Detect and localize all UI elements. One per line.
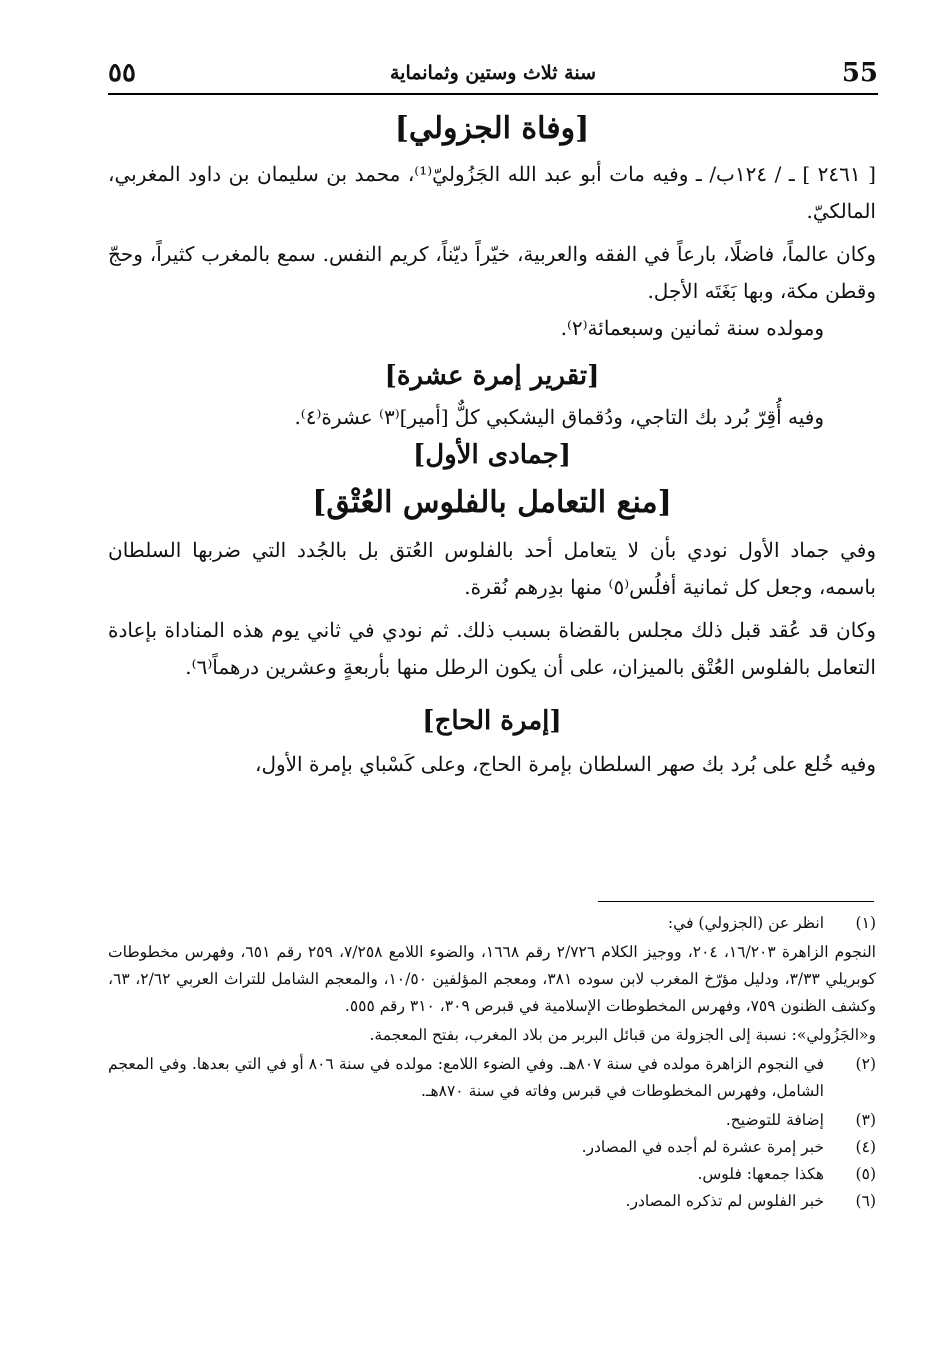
footnote-6	[108, 1188, 876, 1215]
footnote-2	[108, 1051, 876, 1105]
footnote-rule	[598, 901, 874, 902]
footnote-4	[108, 1134, 876, 1161]
paragraph: وفي جماد الأول نودي بأن لا يتعامل أحد بالفلوس العُتق بل بالجُدد التي ضربها السلطان باسمه، وجعل كل ثمانية أفلُس⁽٥⁾ منها بدِرهم نُقرة.	[108, 538, 877, 599]
footnote-number: (١)	[855, 914, 876, 932]
page-header	[108, 58, 878, 90]
main-text	[108, 112, 876, 783]
section-heading: [وفاة الجزولي]	[394, 111, 590, 146]
footnote-line: في النجوم الزاهرة مولده في سنة ٨٠٧هـ. وفي الضوء اللامع: مولده في سنة ٨٠٦ أو في التي بعدها. وفي المعجم الشامل، وفهرس المخطوطات في قبرس وفاته في سنة ٨٧٠هـ.	[108, 1055, 824, 1100]
paragraph	[108, 399, 876, 436]
section-heading: [منع التعامل بالفلوس العُتْق]	[312, 485, 672, 520]
page-number-latin: 55	[841, 58, 878, 88]
footnotes	[108, 910, 876, 1215]
footnote-line: خبر الفلوس لم تذكره المصادر.	[625, 1192, 824, 1210]
paragraph: وفيه خُلع على بُرد بك صهر السلطان بإمرة الحاج، وعلى كَسْباي بإمرة الأول،	[254, 752, 876, 776]
footnote-number: (٥)	[855, 1165, 876, 1183]
footnote-line: إضافة للتوضيح.	[725, 1111, 824, 1129]
footnote-number: (٤)	[855, 1138, 876, 1156]
paragraph-text: وفيه أُقِرّ بُرد بك التاجي، ودُقماق اليشكبي كلٌّ [أمير]⁽٣⁾ عشرة⁽٤⁾.	[294, 405, 824, 429]
running-title: سنة ثلاث وستين وثمانماية	[390, 62, 596, 84]
footnote-line: خبر إمرة عشرة لم أجده في المصادر.	[581, 1138, 824, 1156]
paragraph-text: ومولده سنة ثمانين وسبعمائة⁽٢⁾.	[560, 316, 824, 340]
footnote-1-sources: النجوم الزاهرة ١٦/٢٠٣، ٢٠٤، ووجيز الكلام ٢/٧٢٦ رقم ١٦٦٨، والضوء اللامع ٧/٢٥٨، ٢٥٩ رقم ٦٥١، وفهرس مخطوطات كوبريلي ٣/٣٣، ودليل مؤرّخ المغرب لابن سوده ٣٨١، ومعجم المؤلفين ١٠/٥٠، والمعجم الشامل للتراث العربي ٢/٦٢، ٦٣، وكشف الظنون ٧٥٩، وفهرس المخطوطات الإسلامية في قبرص ٣٠٩، ٣١٠ رقم ٥٥٥.	[108, 943, 876, 1015]
footnote-number: (٦)	[855, 1192, 876, 1210]
section-heading: [تقرير إمرة عشرة]	[384, 361, 600, 391]
footnote-3	[108, 1107, 876, 1134]
footnote-number: (٣)	[855, 1111, 876, 1129]
paragraph	[108, 310, 876, 347]
footnote-1-note: و«الجَزُولي»: نسبة إلى الجزولة من قبائل البربر من بلاد المغرب، بفتح المعجمة.	[369, 1026, 876, 1044]
header-rule	[108, 93, 878, 95]
footnote-number: (٢)	[855, 1055, 876, 1073]
section-heading: [جمادى الأول]	[412, 440, 572, 470]
footnote-5	[108, 1161, 876, 1188]
section-heading: [إمرة الحاج]	[422, 706, 562, 736]
paragraph: وكان قد عُقد قبل ذلك مجلس بالقضاة بسبب ذلك. ثم نودي في ثاني يوم هذه المناداة بإعادة التعامل بالفلوس العُتْق بالميزان، على أن يكون الرطل منها بأربعةٍ وعشرين درهماً⁽٦⁾.	[108, 618, 876, 679]
footnote-1	[108, 910, 876, 937]
footnote-line: هكذا جمعها: فلوس.	[697, 1165, 824, 1183]
paragraph: [ ٢٤٦١ ] ـ / ١٢٤ب/ ـ وفيه مات أبو عبد الله الجَزُوليّ⁽¹⁾، محمد بن سليمان بن داود المغربي، المالكيّ.	[108, 162, 876, 223]
paragraph: وكان عالماً، فاضلًا، بارعاً في الفقه والعربية، خيّراً ديّناً، كريم النفس. سمع بالمغرب كثيراً، وحجّ وقطن مكة، وبها بَغَتَه الأجل.	[108, 242, 876, 303]
footnote-line: انظر عن (الجزولي) في:	[667, 914, 824, 932]
page-number-arabic: ٥٥	[108, 58, 136, 88]
